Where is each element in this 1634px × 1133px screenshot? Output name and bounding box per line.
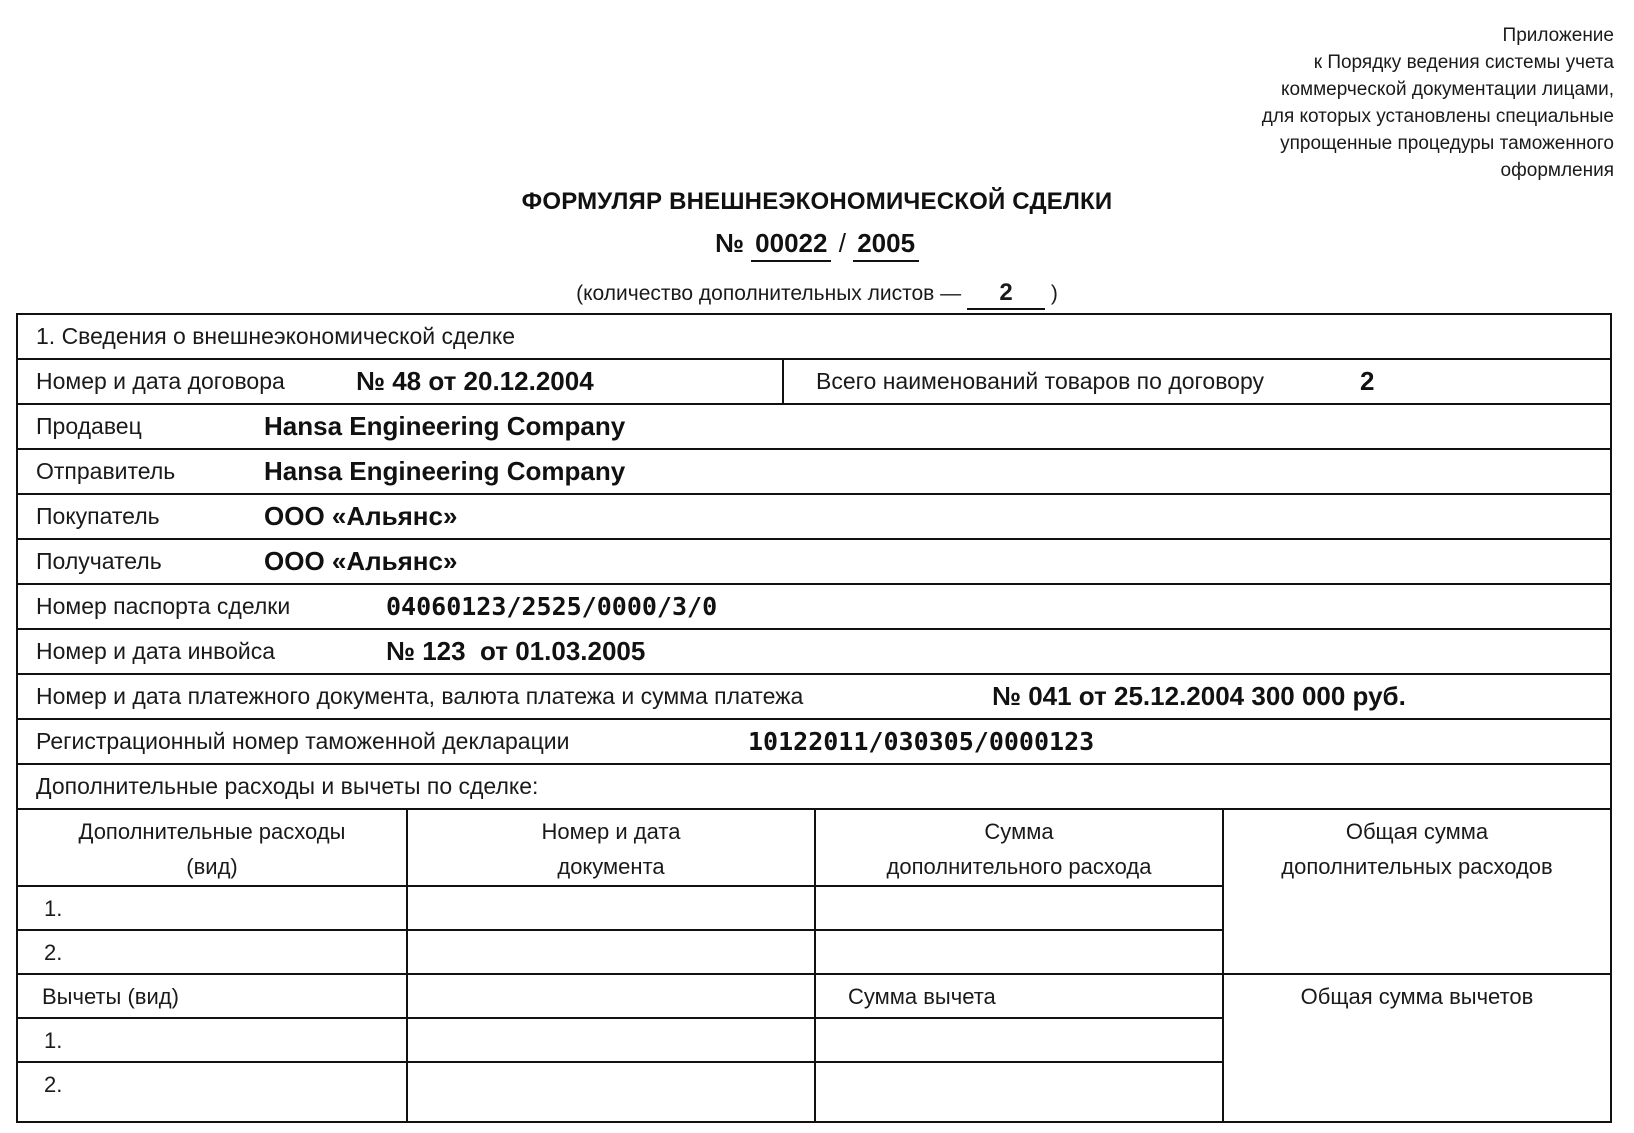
total-items-value: 2 [1360, 366, 1375, 396]
number-prefix: № [714, 228, 744, 258]
expense-row-number: 1. [44, 896, 63, 921]
seller-row [18, 405, 1610, 450]
header-line: (вид) [186, 854, 238, 879]
deductions-label: Вычеты (вид) [42, 984, 179, 1009]
contract-label: Номер и дата договора [36, 368, 285, 394]
deduction-row-number: 1. [44, 1028, 63, 1053]
seller-value: Hansa Engineering Company [264, 411, 626, 441]
seller-label: Продавец [36, 413, 142, 439]
contract-value: № 48 от 20.12.2004 [356, 366, 594, 396]
section-heading-row [18, 315, 1610, 360]
grid-hline [18, 1061, 1224, 1063]
expense-type-header [18, 814, 406, 884]
sender-value: Hansa Engineering Company [264, 456, 626, 486]
customs-value: 10122011/030305/0000123 [748, 727, 1095, 756]
header-line: Дополнительные расходы [78, 819, 346, 844]
number-serial: 00022 [751, 228, 831, 262]
appendix-line: оформления [1500, 160, 1614, 181]
grid-hline [18, 1017, 1224, 1019]
appendix-note [1094, 22, 1614, 184]
number-year: 2005 [853, 228, 919, 262]
header-line: Сумма [984, 819, 1054, 844]
buyer-value: ООО «Альянс» [264, 501, 458, 531]
contract-row [18, 360, 1610, 405]
expense-sum-header [816, 814, 1222, 884]
payment-label: Номер и дата платежного документа, валюта платежа и сумма платежа [36, 683, 804, 709]
deduction-sum-label: Сумма вычета [848, 984, 996, 1009]
form-number [0, 228, 1634, 262]
header-line: Общая сумма [1345, 819, 1489, 844]
invoice-row [18, 630, 1610, 675]
extra-sheets-line [0, 280, 1634, 310]
form-title: ФОРМУЛЯР ВНЕШНЕЭКОНОМИЧЕСКОЙ СДЕЛКИ [521, 188, 1113, 215]
header-line: документа [557, 854, 665, 879]
buyer-row [18, 495, 1610, 540]
extra-heading-row [18, 765, 1610, 810]
customs-label: Регистрационный номер таможенной декларации [36, 728, 570, 754]
grid-hline [18, 885, 1224, 887]
appendix-line: коммерческой документации лицами, [1280, 79, 1614, 100]
appendix-line: Приложение [1502, 25, 1614, 46]
grid-hline [18, 929, 1224, 931]
buyer-label: Покупатель [36, 503, 160, 529]
section-heading: 1. Сведения о внешнеэкономической сделке [36, 323, 515, 349]
recipient-label: Получатель [36, 548, 162, 574]
sheets-prefix: (количество дополнительных листов — [576, 282, 962, 305]
doc-number-date-header [408, 814, 814, 884]
appendix-line: к Порядку ведения системы учета [1313, 52, 1614, 73]
header-line: Номер и дата [541, 819, 681, 844]
recipient-row [18, 540, 1610, 585]
sender-label: Отправитель [36, 458, 176, 484]
customs-row [18, 720, 1610, 765]
passport-label: Номер паспорта сделки [36, 593, 291, 619]
deduction-row-number: 2. [44, 1072, 63, 1097]
deal-form-table [16, 313, 1612, 1123]
sheets-count: 2 [967, 280, 1045, 310]
header-line: дополнительного расхода [886, 854, 1152, 879]
total-items-label: Всего наименований товаров по договору [816, 368, 1264, 394]
expense-total-header [1224, 814, 1610, 884]
recipient-value: ООО «Альянс» [264, 546, 458, 576]
passport-row [18, 585, 1610, 630]
column-divider [782, 360, 784, 403]
payment-value: № 041 от 25.12.2004 300 000 руб. [992, 681, 1406, 711]
sheets-suffix: ) [1050, 282, 1058, 305]
sender-row [18, 450, 1610, 495]
header-line: дополнительных расходов [1281, 854, 1553, 879]
invoice-label: Номер и дата инвойса [36, 638, 276, 664]
extra-heading: Дополнительные расходы и вычеты по сделке: [36, 773, 539, 799]
appendix-line: для которых установлены специальные [1261, 106, 1614, 127]
deductions-total-label: Общая сумма вычетов [1300, 984, 1534, 1009]
payment-row [18, 675, 1610, 720]
passport-value: 04060123/2525/0000/3/0 [386, 592, 718, 621]
expense-row-number: 2. [44, 940, 63, 965]
expenses-grid [18, 810, 1610, 1121]
invoice-value: № 123 от 01.03.2005 [386, 636, 646, 666]
number-separator: / [838, 228, 846, 258]
appendix-line: упрощенные процедуры таможенного [1280, 133, 1614, 154]
